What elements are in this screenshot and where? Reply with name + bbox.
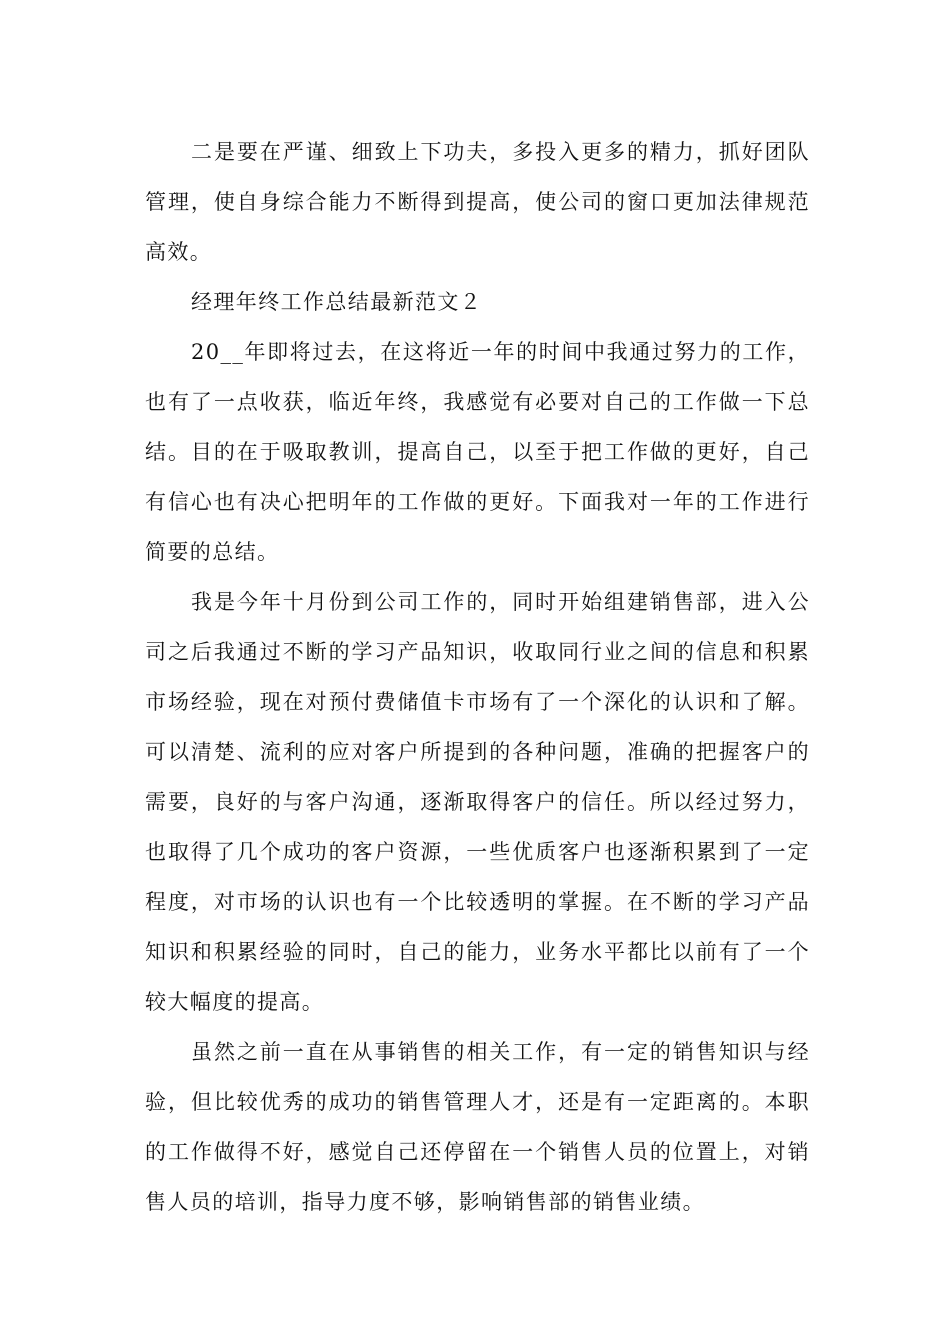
paragraph-year-summary-intro: 20__年即将过去，在这将近一年的时间中我通过努力的工作，也有了一点收获，临近年终，我感觉有必要对自己的工作做一下总结。目的在于吸取教训，提高自己，以至于把工作做的更好，自己有信心也有决心把明年的工作做的更好。下面我对一年的工作进行简要的总结。 [145, 340, 810, 564]
section-heading: 经理年终工作总结最新范文２ [191, 290, 483, 314]
document-body [145, 127, 810, 1227]
paragraph-sales-department-work: 我是今年十月份到公司工作的，同时开始组建销售部，进入公司之后我通过不断的学习产品知识，收取同行业之间的信息和积累市场经验，现在对预付费储值卡市场有了一个深化的认识和了解。可以清楚、流利的应对客户所提到的各种问题，准确的把握客户的需要，良好的与客户沟通，逐渐取得客户的信任。所以经过努力，也取得了几个成功的客户资源，一些优质客户也逐渐积累到了一定程度，对市场的认识也有一个比较透明的掌握。在不断的学习产品知识和积累经验的同时，自己的能力，业务水平都比以前有了一个较大幅度的提高。 [145, 590, 810, 1014]
paragraph-team-management: 二是要在严谨、细致上下功夫，多投入更多的精力，抓好团队管理，使自身综合能力不断得到提高，使公司的窗口更加法律规范高效。 [145, 140, 810, 264]
paragraph-shortcomings: 虽然之前一直在从事销售的相关工作，有一定的销售知识与经验，但比较优秀的成功的销售管理人才，还是有一定距离的。本职的工作做得不好，感觉自己还停留在一个销售人员的位置上，对销售人员的培训，指导力度不够，影响销售部的销售业绩。 [145, 1040, 810, 1214]
